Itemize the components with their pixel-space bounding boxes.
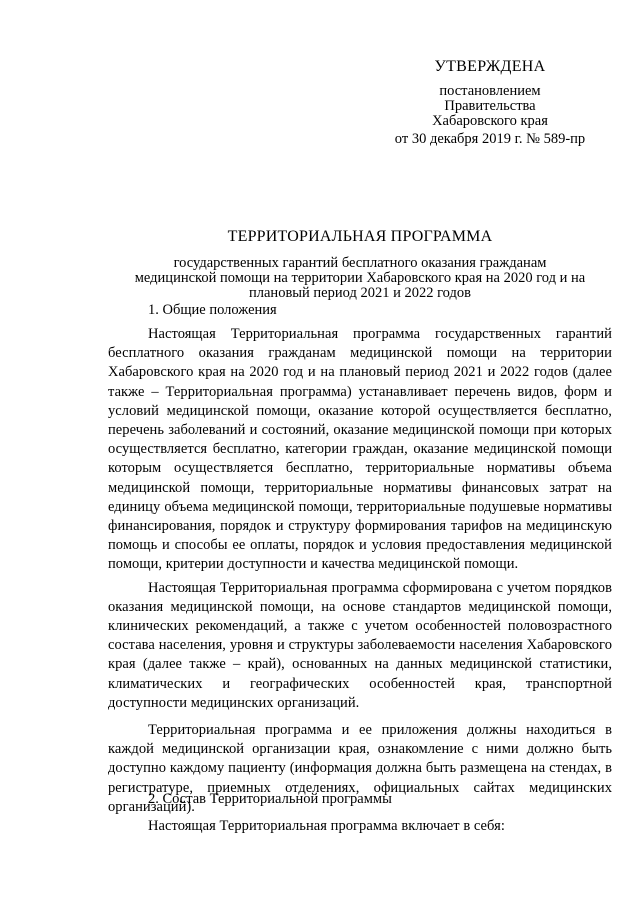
program-title: ТЕРРИТОРИАЛЬНАЯ ПРОГРАММА — [227, 228, 493, 245]
section-heading: 1. Общие положения — [148, 302, 277, 318]
approval-stamp — [360, 58, 620, 147]
approved-label: УТВЕРЖДЕНА — [434, 58, 546, 75]
paragraph: Настоящая Территориальная программа государственных гарантий бесплатного оказания гражданам медицинской помощи на территории Хабаровского края на 2020 год и на плановый период 2021 и 2022 годов (далее также – Территориальная программа) устанавливает перечень видов, форм и условий медицинской помощи, оказание которой осуществляется бесплатно, перечень заболеваний и состояний, оказание медицинской помощи при которых осуществляется бесплатно, категории граждан, оказание медицинской помощи которым осуществляется бесплатно, территориальные нормативы объема медицинской помощи, территориальные нормативы финансовых затрат на единицу объема медицинской помощи, территориальные подушевые нормативы финансирования, порядок и структуру формирования тарифов на медицинскую помощь и способы ее оплаты, порядок и условия предоставления медицинской помощи, критерии доступности и качества медицинской помощи. — [108, 326, 612, 573]
section-heading: 2. Состав Территориальной программы — [148, 791, 392, 807]
program-title-block — [80, 228, 640, 301]
paragraph: Территориальная программа и ее приложения должны находиться в каждой медицинской организации края, ознакомление с ними должно быть доступно каждому пациенту (информация должна быть размещена на стендах, в регистратуре, приемных отделениях, официальных сайтах медицинских организаций). — [108, 722, 612, 815]
approval-line: постановлением — [439, 83, 541, 99]
approval-line: Хабаровского края — [432, 113, 548, 129]
approval-line: Правительства — [444, 98, 536, 114]
section-general — [108, 302, 612, 817]
program-subtitle-line: медицинской помощи на территории Хабаровского края на 2020 год и на — [134, 270, 586, 286]
paragraph: Настоящая Территориальная программа сформирована с учетом порядков оказания медицинской помощи, на основе стандартов медицинской помощи, клинических рекомендаций, а также с учетом особенностей половозрастного состава населения, уровня и структуры заболеваемости населения Хабаровского края (далее также – край), основанных на данных медицинской статистики, климатических и географических особенностей края, транспортной доступности медицинских организаций. — [108, 579, 612, 711]
decree-reference: от 30 декабря 2019 г. № 589-пр — [394, 131, 586, 147]
section-composition — [108, 791, 612, 836]
program-subtitle-line: государственных гарантий бесплатного оказания гражданам — [173, 255, 547, 271]
program-subtitle-line: плановый период 2021 и 2022 годов — [249, 285, 471, 301]
paragraph: Настоящая Территориальная программа включает в себя: — [148, 818, 505, 834]
